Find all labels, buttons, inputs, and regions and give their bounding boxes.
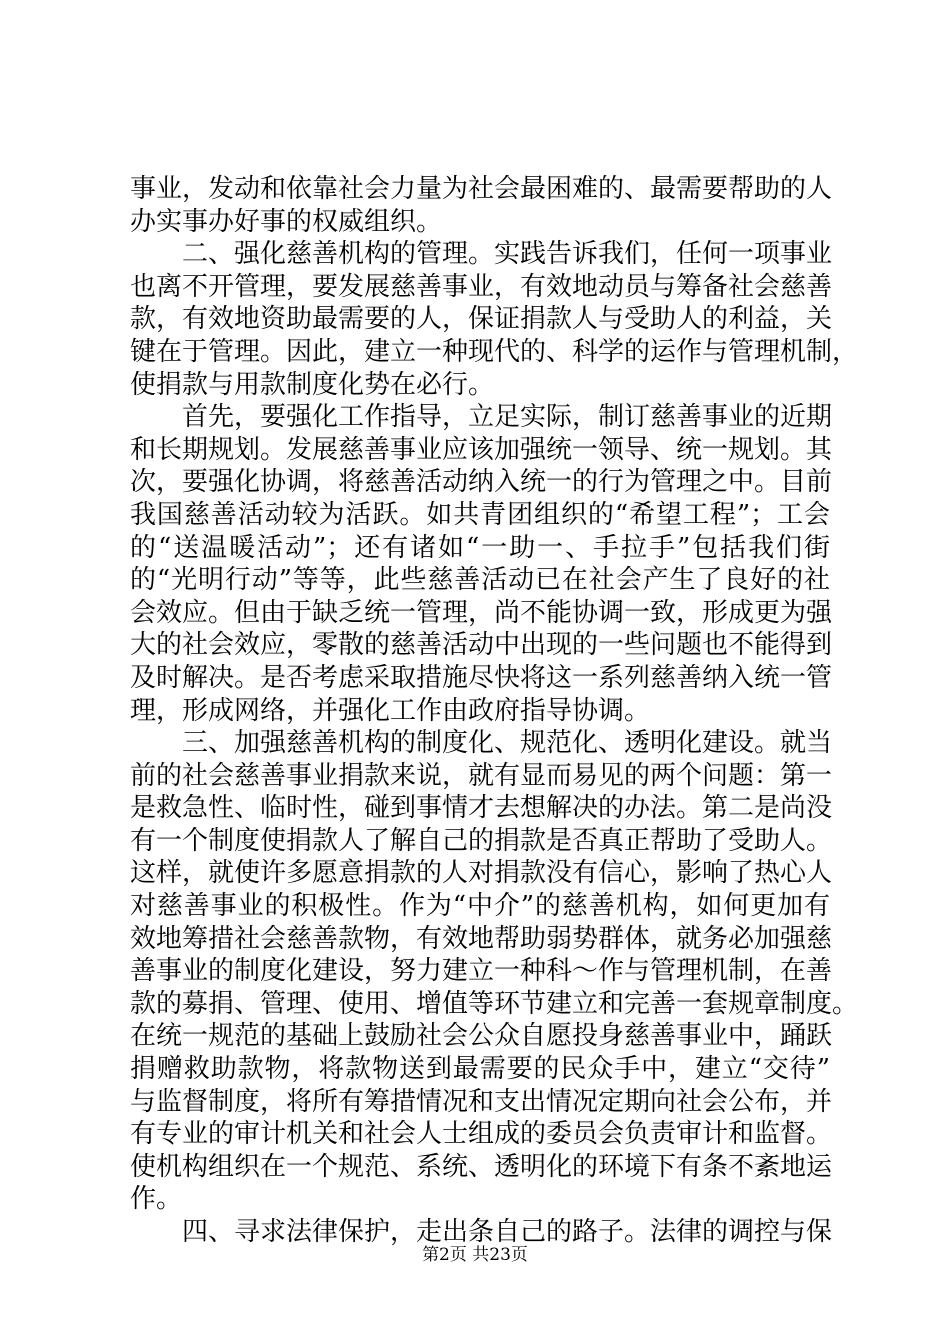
text-line: 有专业的审计机关和社会人士组成的委员会负责审计和监督。: [130, 1119, 833, 1150]
text-line: 次，要强化协调，将慈善活动纳入统一的行为管理之中。目前: [130, 467, 833, 498]
text-line: 使机构组织在一个规范、系统、透明化的环境下有条不紊地运: [130, 1151, 833, 1182]
text-line: 作。: [130, 1184, 183, 1215]
text-line: 和长期规划。发展慈善事业应该加强统一领导、统一规划。其: [130, 434, 833, 465]
text-line: 使捐款与用款制度化势在必行。: [130, 369, 495, 400]
text-line: 是救急性、临时性，碰到事情才去想解决的办法。第二是尚没: [130, 793, 833, 824]
text-line: 的“送温暖活动”；还有诸如“一助一、手拉手”包括我们街: [130, 532, 830, 563]
text-line: 效地筹措社会慈善款物，有效地帮助弱势群体，就务必加强慈: [130, 923, 833, 954]
document-body: [130, 173, 859, 1249]
text-line: 也离不开管理，要发展慈善事业，有效地动员与筹备社会慈善: [130, 271, 833, 302]
text-line: 三、加强慈善机构的制度化、规范化、透明化建设。就当: [182, 728, 833, 759]
text-line: 款，有效地资助最需要的人，保证捐款人与受助人的利益，关: [130, 304, 833, 335]
text-line: 及时解决。是否考虑采取措施尽快将这一系列慈善纳入统一管: [130, 662, 833, 693]
text-line: 键在于管理。因此，建立一种现代的、科学的运作与管理机制，: [130, 336, 859, 367]
text-line: 与监督制度，将所有筹措情况和支出情况定期向社会公布，并: [130, 1086, 833, 1117]
text-line: 首先，要强化工作指导，立足实际，制订慈善事业的近期: [182, 402, 833, 433]
text-line: 四、寻求法律保护，走出条自己的路子。法律的调控与保: [182, 1217, 833, 1247]
text-line: 在统一规范的基础上鼓励社会公众自愿投身慈善事业中，踊跃: [130, 1021, 833, 1052]
text-line: 我国慈善活动较为活跃。如共青团组织的“希望工程”；工会: [130, 499, 830, 530]
text-line: 事业，发动和依靠社会力量为社会最困难的、最需要帮助的人: [130, 174, 833, 204]
text-line: 大的社会效应，零散的慈善活动中出现的一些问题也不能得到: [130, 630, 833, 661]
text-line: 二、强化慈善机构的管理。实践告诉我们，任何一项事业: [182, 239, 833, 270]
text-line: 理，形成网络，并强化工作由政府指导协调。: [130, 695, 651, 726]
text-line: 款的募捐、管理、使用、增值等环节建立和完善一套规章制度。: [130, 988, 859, 1019]
text-line: 对慈善事业的积极性。作为“中介”的慈善机构，如何更加有: [130, 891, 830, 922]
text-line: 的“光明行动”等等，此些慈善活动已在社会产生了良好的社: [130, 565, 830, 596]
text-line: 有一个制度使捐款人了解自己的捐款是否真正帮助了受助人。: [130, 825, 833, 856]
text-line: 捐赠救助款物，将款物送到最需要的民众手中，建立“交待”: [130, 1054, 830, 1085]
text-line: 善事业的制度化建设，努力建立一种科～作与管理机制，在善: [130, 956, 833, 987]
text-line: 前的社会慈善事业捐款来说，就有显而易见的两个问题：第一: [130, 760, 833, 791]
text-line: 会效应。但由于缺乏统一管理，尚不能协调一致，形成更为强: [130, 597, 833, 628]
page-footer: 第2页 共23页: [422, 1245, 528, 1265]
text-line: 这样，就使许多愿意捐款的人对捐款没有信心，影响了热心人: [130, 858, 833, 889]
text-line: 办实事办好事的权威组织。: [130, 206, 443, 237]
